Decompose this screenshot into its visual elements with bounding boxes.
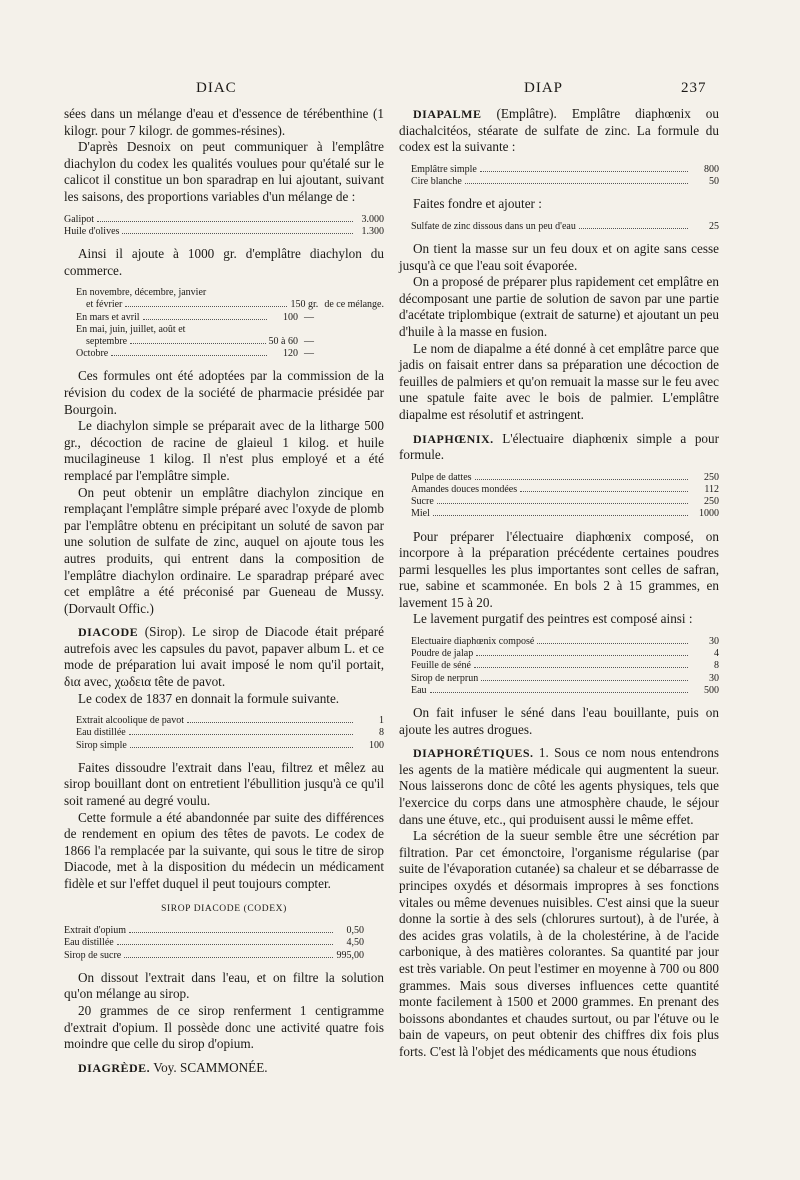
running-head-left: DIAC	[196, 80, 237, 96]
paragraph: D'après Desnoix on peut communiquer à l'emplâtre diachylon du codex les qualités voulues pour qu'étalé sur le calicot il constitue un bon sparadrap en lui ajoutant, suivant les saisons, des proportions variables d'un mélange de :	[64, 139, 384, 204]
formula-table	[399, 164, 719, 188]
entry-headword: DIACODE	[78, 625, 139, 640]
right-column	[399, 106, 719, 1061]
entry-diagrede: DIAGRÈDE. Voy. SCAMMONÉE.	[78, 1059, 268, 1075]
table-row: Extrait d'opium 0,50	[64, 925, 364, 937]
table-row: Sulfate de zinc dissous dans un peu d'eau 25	[411, 220, 719, 232]
entry-headword: DIAGRÈDE.	[78, 1060, 151, 1075]
entry-diapalme: DIAPALME (Emplâtre). Emplâtre diaphœnix ou diachalcitéos, stéarate de sulfate de zinc. La formule du codex est la suivante :	[399, 106, 719, 155]
table-row: Pulpe de dattes 250	[411, 471, 719, 483]
entry-diacode: DIACODE (Sirop). Le sirop de Diacode était préparé autrefois avec les capsules du pavot, papaver album L. et ce mode de préparation lui avait imposé le nom qu'il portait, δια avec, χωδεια tête de pavot.	[64, 624, 384, 690]
table-row: Sirop simple 100	[76, 739, 384, 751]
table-row: Sirop de nerprun 30	[411, 672, 719, 684]
table-row: Octobre 120 —	[76, 348, 314, 360]
entry-headword: DIAPHŒNIX.	[413, 431, 494, 446]
table-title: SIROP DIACODE (CODEX)	[161, 903, 287, 914]
formula-table	[399, 472, 719, 521]
formula-table	[64, 925, 384, 962]
paragraph: Faites fondre et ajouter :	[413, 196, 542, 212]
table-row: En mars et avril 100 —	[76, 311, 314, 323]
entry-headword: DIAPALME	[413, 107, 482, 121]
paragraph: Pour préparer l'électuaire diaphœnix composé, on incorpore à la préparation précédente certaines poudres parmi lesquelles les plus importantes sont celles de safran, rue, sabine et scammonée. En bols 2 à 15 grammes, en lavement 15 à 20.	[399, 528, 719, 610]
entry-diaphoenix: DIAPHŒNIX. L'électuaire diaphœnix simple a pour formule.	[399, 430, 719, 463]
paragraph: 20 grammes de ce sirop renferment 1 centigramme d'extrait d'opium. Il possède donc une activité quatre fois moindre que celle du sirop d'opium.	[64, 1003, 384, 1052]
paragraph: Le nom de diapalme a été donné à cet emplâtre parce que jadis on faisait entrer dans sa préparation une décoction de feuilles de palmiers et qu'on remuait la masse sur le feu avec une spatule faite avec le bois de palmier. L'emplâtre diapalme est résolutif et astringent.	[399, 340, 719, 422]
table-row: Galipot 3.000	[64, 213, 384, 225]
table-row: et février 150 gr. de ce mélange.	[86, 299, 384, 311]
table-row: Sucre 250	[411, 496, 719, 508]
table-row: Emplâtre simple 800	[411, 163, 719, 175]
table-row-label: En mai, juin, juillet, août et	[76, 323, 186, 335]
table-row: Sirop de sucre 995,00	[64, 949, 364, 961]
paragraph: On dissout l'extrait dans l'eau, et on filtre la solution qu'on mélange au sirop.	[64, 969, 384, 1002]
paragraph: Ainsi il ajoute à 1000 gr. d'emplâtre diachylon du commerce.	[64, 245, 384, 278]
table-row: Eau distillée 8	[76, 727, 384, 739]
table-row-label: En novembre, décembre, janvier	[76, 287, 207, 299]
running-head-center: DIAP	[524, 80, 564, 96]
paragraph: Faites dissoudre l'extrait dans l'eau, filtrez et mêlez au sirop bouillant dont on entretient l'ébullition jusqu'à ce qu'il soit ramené au degré voulu.	[64, 759, 384, 809]
paragraph: On peut obtenir un emplâtre diachylon zincique en remplaçant l'emplâtre simple préparé avec l'oxyde de plomb par l'emplâtre obtenu en précipitant un soluté de savon par une solution de sulfate de zinc, auquel on ajoute tous les autres produits, qui entrent dans la composition de l'emplâtre diachylon ordinaire. Le sparadrap préparé avec cet emplâtre a été préconisé par Gueneau de Mussy. (Dorvault Offic.)	[64, 484, 384, 616]
paragraph: Le diachylon simple se préparait avec de la litharge 500 gr., décoction de racine de glaieul 1 kilog. et huile mucilagineuse 1 kilog. Il n'est plus employé et a été remplacé par l'emplâtre simple.	[64, 418, 384, 483]
table-row: Feuille de séné 8	[411, 660, 719, 672]
entry-diaphoretiques: DIAPHORÉTIQUES. 1. Sous ce nom nous entendrons les agents de la matière médicale qui augmentent la sueur. Nous laisserons donc de côté les agents physiques, tels que l'exercice du corps dans une atmosphère chaude, le séjour dans une étuve, etc., qui produisent aussi le même effet.	[399, 745, 720, 827]
paragraph: sées dans un mélange d'eau et d'essence de térébenthine (1 kilogr. pour 7 kilogr. de gommes-résines).	[64, 106, 384, 138]
entry-headword: DIAPHORÉTIQUES.	[413, 746, 534, 761]
paragraph: On fait infuser le séné dans l'eau bouillante, puis on ajoute les autres drogues.	[399, 705, 719, 737]
paragraph: Le lavement purgatif des peintres est composé ainsi :	[413, 611, 693, 627]
page-number: 237	[681, 80, 707, 96]
table-row: Electuaire diaphœnix composé 30	[411, 636, 719, 648]
table-row: Amandes douces mondées 112	[411, 483, 719, 495]
table-row: Poudre de jalap 4	[411, 648, 719, 660]
formula-table	[399, 636, 719, 697]
paragraph: On a proposé de préparer plus rapidement cet emplâtre en décomposant une partie de solution de savon par une partie d'acétate triplombique (extrait de saturne) et ajoutant un peu d'huile à la masse en fusion.	[399, 274, 719, 339]
table-row: Cire blanche 50	[411, 175, 719, 187]
paragraph: Ces formules ont été adoptées par la commission de la révision du codex de la société de pharmacie présidée par Bourgoin.	[64, 368, 384, 417]
formula-table	[64, 715, 384, 752]
table-row: Extrait alcoolique de pavot 1	[76, 715, 384, 727]
paragraph: Le codex de 1837 en donnait la formule suivante.	[78, 690, 340, 706]
formula-table	[399, 221, 719, 233]
table-row: septembre 50 à 60 —	[86, 335, 314, 347]
table-row: Miel 1000	[411, 508, 719, 520]
paragraph: Cette formule a été abandonnée par suite des différences de rendement en opium des têtes de pavots. Le codex de 1866 l'a remplacée par la suivante, qui sous le titre de sirop Diacode, met à la disposition du médecin un médicament fidèle et sur l'effet duquel il peut toujours compter.	[64, 809, 384, 892]
season-table	[64, 287, 384, 360]
paragraph: La sécrétion de la sueur semble être une sécrétion par filtration. Par cet émonctoire, l'organisme régularise (par suite de l'évaporation cutanée) sa chaleur et se débarrasse de principes oxydés et désormais impropres à ses fonctions vitales ou même devenues nuisibles. C'est ainsi que la sueur donne la sortie à des sels (chlorures surtout), à de l'urée, à des acides gras volatils, à de la cholestérine, à de l'acide carbonique, à des matières colorantes. Sa quantité par jour est très variable. On peut l'estimer en moyenne à 700 ou 800 grammes. Mais sous diverses influences cette quantité monte facilement à 1500 et 2000 grammes. En prenant des boissons abondantes et chaudes surtout, ou par l'étuve ou le bain de vapeurs, on peut obtenir des chiffres dix fois plus forts. C'est là l'objet des médicaments que nous étudions	[399, 828, 719, 1059]
left-column	[64, 106, 384, 1076]
table-row: Eau distillée 4,50	[64, 937, 364, 949]
formula-table	[64, 214, 384, 238]
table-row: Huile d'olives 1.300	[64, 225, 384, 237]
paragraph: On tient la masse sur un feu doux et on agite sans cesse jusqu'à ce que l'eau soit évaporée.	[399, 240, 719, 273]
table-row: Eau 500	[411, 684, 719, 696]
